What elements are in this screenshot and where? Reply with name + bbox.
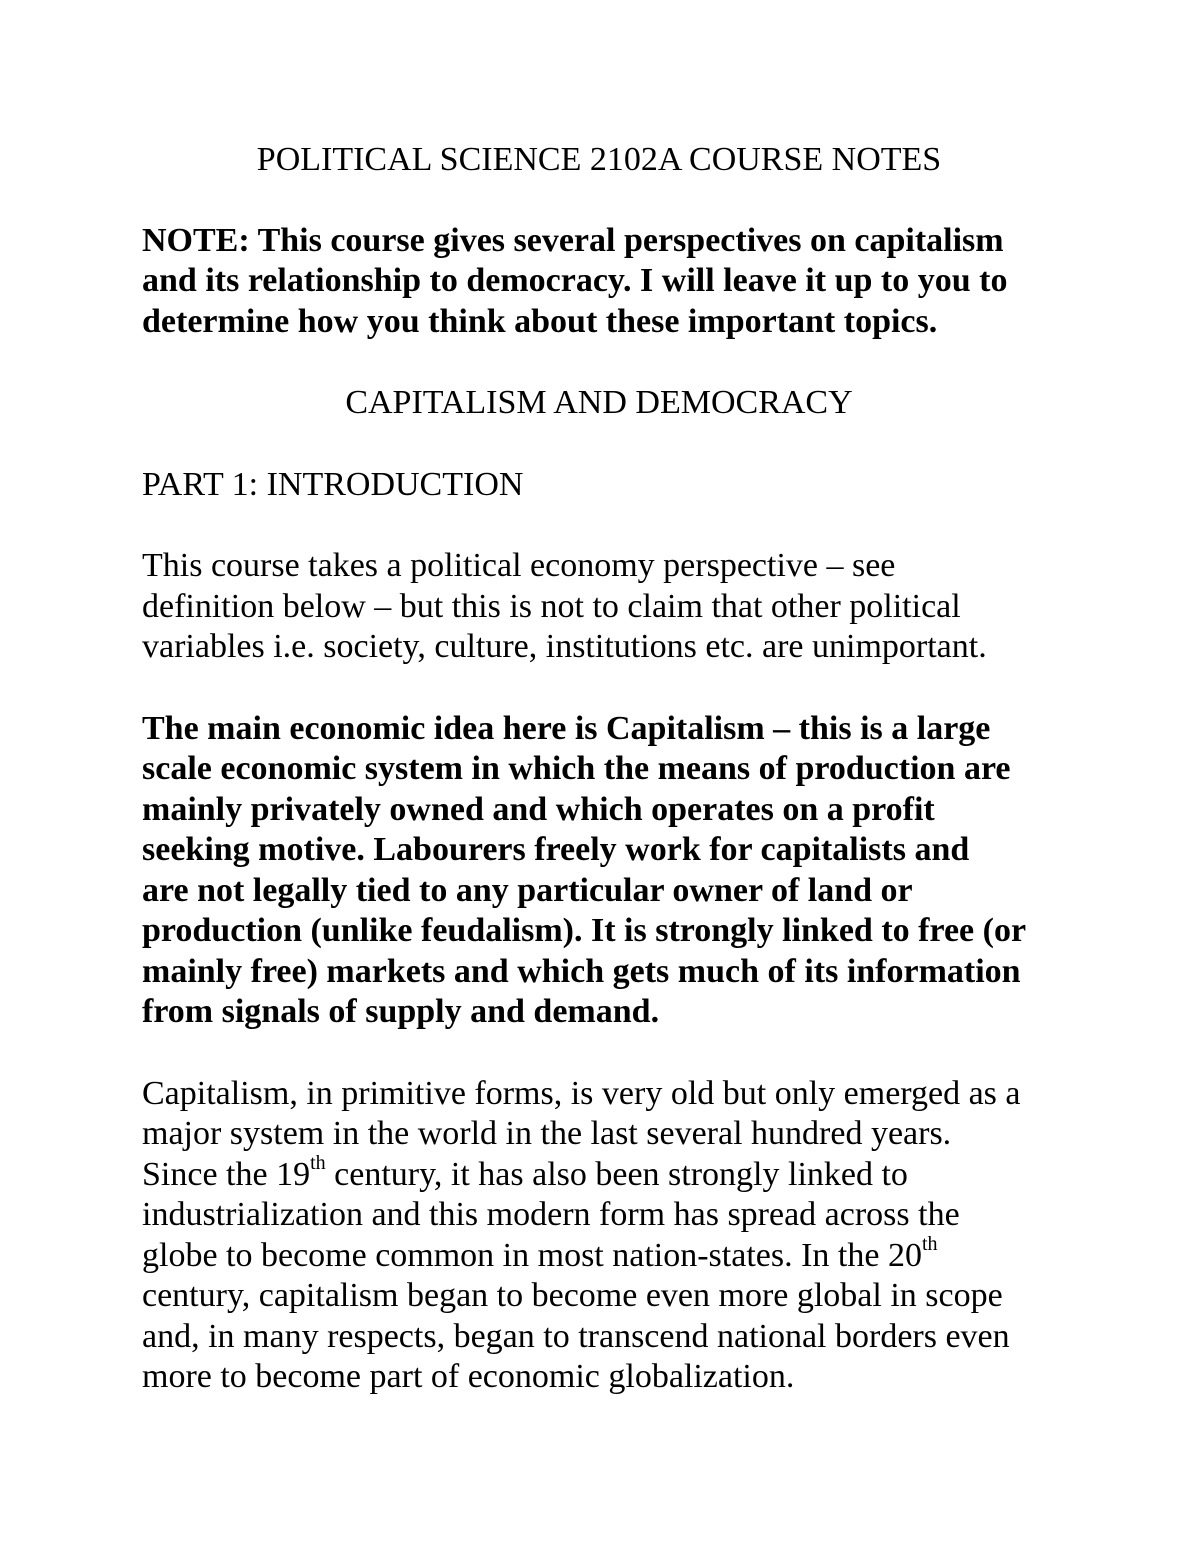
history-text: century, it has also been strongly linked to [325,1155,908,1193]
definition-line: mainly free) markets and which gets much of its information [142,952,1021,990]
history-line: Capitalism, in primitive forms, is very old but only emerged as a [142,1074,1021,1112]
intro-line: definition below – but this is not to claim that other political [142,587,961,625]
history-line: industrialization and this modern form has spread across the [142,1196,960,1233]
document-page [142,140,1062,1398]
definition-paragraph [142,709,1062,1033]
definition-line: from signals of supply and demand. [142,993,660,1030]
history-line: major system in the world in the last several hundred years. [142,1115,952,1152]
history-line [142,1152,1062,1196]
ordinal-suffix: th [310,1152,326,1175]
definition-line: mainly privately owned and which operates on a profit [142,790,935,828]
definition-line: The main economic idea here is Capitalism – this is a large [142,709,991,747]
ordinal-suffix: th [921,1233,938,1256]
history-paragraph [142,1074,1062,1398]
intro-line: variables i.e. society, culture, institutions etc. are unimportant. [142,628,987,665]
definition-line: production (unlike feudalism). It is strongly linked to free (or [142,912,1027,949]
history-line [142,1233,1062,1277]
intro-paragraph [142,546,1062,668]
note-line: NOTE: This course gives several perspectives on capitalism [142,221,1004,259]
definition-line: seeking motive. Labourers freely work for capitalists and [142,831,970,868]
note-line: determine how you think about these important topics. [142,302,938,340]
history-text: Since the 19 [142,1155,311,1193]
section-heading: CAPITALISM AND DEMOCRACY [345,384,853,421]
note-paragraph [142,221,1062,343]
definition-line: are not legally tied to any particular owner of land or [142,871,913,909]
note-line: and its relationship to democracy. I will leave it up to you to [142,262,1008,299]
history-line: century, capitalism began to become even more global in scope [142,1277,1003,1314]
part-heading: PART 1: INTRODUCTION [142,465,524,503]
history-line: more to become part of economic globalization. [142,1358,795,1395]
document-title: POLITICAL SCIENCE 2102A COURSE NOTES [256,141,942,178]
definition-line: scale economic system in which the means of production are [142,750,1011,787]
history-line: and, in many respects, began to transcend national borders even [142,1317,1010,1355]
intro-line: This course takes a political economy perspective – see [142,547,896,584]
history-text: globe to become common in most nation-states. In the 20 [142,1236,922,1274]
